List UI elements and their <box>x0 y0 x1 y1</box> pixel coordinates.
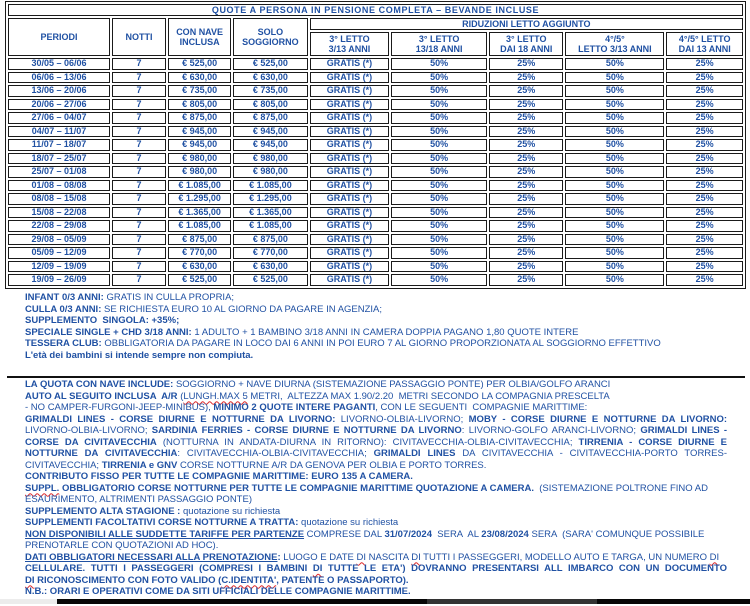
cell-notti: 7 <box>112 72 166 84</box>
note-text: TIRRENIA - CORSE DIURNE E <box>578 436 727 448</box>
note-text: NASCITA <box>365 551 412 563</box>
cell-solo-soggiorno: € 805,00 <box>233 99 307 111</box>
note-text: (NOTTURNA IN ANDATA-DIURNA IN RITORNO): CIVITAVECCHIA-OLBIA-CIVITAVECCHIA; <box>156 436 579 448</box>
note-text: DI <box>411 551 421 563</box>
cell-solo-soggiorno: € 1.365,00 <box>233 207 307 219</box>
table-row <box>8 58 743 70</box>
cell-rid-3letto-dai18: 25% <box>489 112 563 124</box>
cell-rid-4-5letto-3-13: 50% <box>565 72 664 84</box>
header-solo-line2: SOGGIORNO <box>242 37 299 47</box>
header-solo-soggiorno <box>233 18 307 56</box>
cell-solo-soggiorno: € 525,00 <box>233 58 307 70</box>
table-row <box>8 112 743 124</box>
cell-periodo: 30/05 – 06/06 <box>8 58 110 70</box>
note-line <box>25 517 727 529</box>
cell-rid-3letto-13-18: 50% <box>391 72 487 84</box>
cell-solo-soggiorno: € 945,00 <box>233 139 307 151</box>
note-text: CORSE NOTTURNE A/R DA GENOVA PER OLBIA E PORTO TORRES. <box>177 459 487 471</box>
cell-rid-4-5letto-dai13: 25% <box>666 72 743 84</box>
cell-rid-4-5letto-dai13: 25% <box>666 166 743 178</box>
table-title: QUOTE A PERSONA IN PENSIONE COMPLETA – BEVANDE INCLUSE <box>8 4 743 16</box>
cell-periodo: 08/08 – 15/08 <box>8 193 110 205</box>
cell-rid-4-5letto-dai13: 25% <box>666 153 743 165</box>
cell-solo-soggiorno: € 770,00 <box>233 247 307 259</box>
cell-rid-4-5letto-dai13: 25% <box>666 112 743 124</box>
cell-rid-4-5letto-dai13: 25% <box>666 207 743 219</box>
cell-con-nave: € 735,00 <box>168 85 231 97</box>
note-line <box>25 425 727 437</box>
note-line <box>25 391 727 403</box>
note-text: 31/07/2024 <box>384 528 432 540</box>
cell-rid-4-5letto-dai13: 25% <box>666 274 743 286</box>
cell-rid-3letto-dai18: 25% <box>489 207 563 219</box>
note-text: , CON LE SEGUENTI COMPAGNIE MARITTIME: <box>375 402 588 413</box>
note-text: (SISTEMAZIONE POLTRONE FINO AD <box>533 482 708 494</box>
note-line <box>25 563 727 575</box>
note-line <box>25 460 727 472</box>
cell-rid-3letto-dai18: 25% <box>489 58 563 70</box>
note-text: DA CIVITAVECCHIA - CIVITAVECCHIA-PORTO TORRES- <box>455 448 728 459</box>
cell-rid-4-5letto-dai13: 25% <box>666 139 743 151</box>
cell-rid-3letto-3-13: GRATIS (*) <box>310 247 390 259</box>
header-3letto-dai18-line1: 3° LETTO <box>506 33 547 44</box>
page-bottom-bar <box>0 599 750 604</box>
table-row <box>8 180 743 192</box>
note-text: CELLULARE. TUTTI I PASSEGGERI (COMPRESI I BAMBINI <box>25 563 313 574</box>
cell-rid-3letto-dai18: 25% <box>489 99 563 111</box>
cell-solo-soggiorno: € 630,00 <box>233 72 307 84</box>
note-line <box>25 350 727 362</box>
cell-rid-3letto-13-18: 50% <box>391 85 487 97</box>
header-riduzioni: RIDUZIONI LETTO AGGIUNTO <box>310 18 743 30</box>
note-line <box>25 448 727 460</box>
note-line <box>25 586 727 598</box>
table-row <box>8 207 743 219</box>
note-text: ( <box>180 390 184 402</box>
cell-notti: 7 <box>112 126 166 138</box>
note-text: 23/08/2024 <box>481 528 529 540</box>
header-3letto-13-18 <box>391 32 487 56</box>
note-line <box>25 292 727 304</box>
cell-rid-4-5letto-dai13: 25% <box>666 261 743 273</box>
header-3letto-13-18-line1: 3° LETTO <box>418 33 460 44</box>
cell-solo-soggiorno: € 735,00 <box>233 85 307 97</box>
cell-rid-4-5letto-3-13: 50% <box>565 166 664 178</box>
cell-notti: 7 <box>112 112 166 124</box>
note-text: 1 ADULTO + 1 BAMBINO 3/18 ANNI IN CAMERA DOPPIA PAGANO 1,80 QUOTE INTERE <box>191 326 579 338</box>
note-text: DI <box>25 574 35 586</box>
header-solo-line1: SOLO <box>257 26 284 37</box>
cell-rid-3letto-3-13: GRATIS (*) <box>310 126 390 138</box>
cell-rid-3letto-3-13: GRATIS (*) <box>310 153 390 165</box>
note-line <box>25 315 727 327</box>
header-3letto-dai18 <box>489 32 563 56</box>
note-text: - NO CAMPER-FURGONI-JEEP-MINIBUS), <box>25 402 214 413</box>
note-text: OBBLIGATORIO CORSE NOTTURNE PER TUTTE LE COMPAGNIE MARITTIME QUOTAZIONE A CAMERA. <box>59 482 534 494</box>
table-row <box>8 261 743 273</box>
cell-solo-soggiorno: € 945,00 <box>233 126 307 138</box>
cell-rid-3letto-13-18: 50% <box>391 166 487 178</box>
cell-rid-3letto-3-13: GRATIS (*) <box>310 72 390 84</box>
cell-solo-soggiorno: € 875,00 <box>233 112 307 124</box>
cell-notti: 7 <box>112 58 166 70</box>
cell-periodo: 27/06 – 04/07 <box>8 112 110 124</box>
note-text: : LIVORNO-GOLFO ARANCI-LIVORNO; <box>461 425 641 436</box>
table-row <box>8 99 743 111</box>
note-text: LA QUOTA CON NAVE INCLUDE: <box>25 379 174 390</box>
note-text: PRENOTARLE CON QUOTAZIONI AD HOC). <box>25 540 219 551</box>
note-line <box>25 483 727 495</box>
cell-rid-3letto-dai18: 25% <box>489 72 563 84</box>
table-row <box>8 126 743 138</box>
cell-rid-4-5letto-dai13: 25% <box>666 99 743 111</box>
cell-rid-3letto-13-18: 50% <box>391 220 487 232</box>
note-text: MINIMO 2 QUOTE INTERE PAGANTI <box>213 402 376 413</box>
note-text: SOGGIORNO + NAVE DIURNA (SISTEMAZIONE PASSAGGIO PONTE) PER OLBIA/GOLFO ARANCI <box>173 379 611 390</box>
note-line <box>25 414 727 426</box>
cell-rid-4-5letto-3-13: 50% <box>565 274 664 286</box>
cell-rid-3letto-13-18: 50% <box>391 274 487 286</box>
cell-rid-4-5letto-dai13: 25% <box>666 85 743 97</box>
note-text: LUOGO E DATE <box>280 551 357 563</box>
table-row <box>8 153 743 165</box>
cell-rid-3letto-3-13: GRATIS (*) <box>310 139 390 151</box>
cell-rid-3letto-13-18: 50% <box>391 247 487 259</box>
cell-periodo: 25/07 – 01/08 <box>8 166 110 178</box>
note-text: SE RICHIESTA EURO 10 AL GIORNO DA PAGARE IN AGENZIA; <box>101 303 383 315</box>
cell-periodo: 15/08 – 22/08 <box>8 207 110 219</box>
note-text: DI <box>709 551 720 563</box>
note-text: TIRRENIA e GNV <box>101 459 178 471</box>
cell-rid-3letto-3-13: GRATIS (*) <box>310 193 390 205</box>
cell-rid-3letto-3-13: GRATIS (*) <box>310 99 390 111</box>
note-text: TESSERA CLUB: <box>25 338 102 349</box>
note-text: GRIMALDI LINES - <box>640 425 727 436</box>
cell-notti: 7 <box>112 207 166 219</box>
cell-rid-3letto-dai18: 25% <box>489 166 563 178</box>
note-text: SPECIALE SINGLE + CHD 3/18 ANNI: <box>25 326 192 338</box>
bottom-bar-segment <box>0 599 57 604</box>
cell-rid-3letto-3-13: GRATIS (*) <box>310 112 390 124</box>
cell-rid-3letto-dai18: 25% <box>489 153 563 165</box>
note-text: : <box>277 551 281 563</box>
cell-con-nave: € 945,00 <box>168 126 231 138</box>
cell-rid-3letto-3-13: GRATIS (*) <box>310 85 390 97</box>
cell-rid-4-5letto-3-13: 50% <box>565 139 664 151</box>
bottom-bar-segment <box>597 599 750 604</box>
header-con-nave-line2: INCLUSA <box>179 37 220 47</box>
cell-rid-4-5letto-3-13: 50% <box>565 247 664 259</box>
cell-con-nave: € 1.085,00 <box>168 220 231 232</box>
note-text: COMPRESE DAL <box>304 528 385 540</box>
cell-notti: 7 <box>112 180 166 192</box>
note-text: L'età dei bambini si intende sempre non compiuta. <box>25 349 254 361</box>
note-line <box>25 506 727 518</box>
note-text: NON DISPONIBILI ALLE SUDDETTE TARIFFE PER PARTENZE <box>25 528 305 540</box>
cell-notti: 7 <box>112 166 166 178</box>
note-text: C.IDENTITA' <box>221 574 277 586</box>
cell-rid-3letto-3-13: GRATIS (*) <box>310 58 390 70</box>
note-text: TUTTE LE ETA') DOVRANNO PRESENTARSI ALL IMBARCO CON UN DOCUMENTO <box>322 563 727 574</box>
note-text: CORSE DA CIVITAVECCHIA <box>25 436 157 448</box>
cell-rid-3letto-13-18: 50% <box>391 139 487 151</box>
note-text: , PATENTE O PASSAPORTO). <box>276 574 409 586</box>
header-3letto-3-13-line2: 3/13 ANNI <box>328 44 371 54</box>
cell-con-nave: € 980,00 <box>168 166 231 178</box>
section-divider <box>7 376 745 378</box>
cell-notti: 7 <box>112 99 166 111</box>
header-4-5letto-3-13-line1: 4°/5° <box>605 33 625 44</box>
table-title-row <box>8 4 743 16</box>
cell-con-nave: € 525,00 <box>168 58 231 70</box>
cell-rid-3letto-3-13: GRATIS (*) <box>310 220 390 232</box>
cell-con-nave: € 1.365,00 <box>168 207 231 219</box>
cell-rid-4-5letto-3-13: 50% <box>565 126 664 138</box>
table-row <box>8 274 743 286</box>
note-text: TUTTI I PASSEGGERI, MODELLO AUTO E TARGA, UN NUMERO <box>420 551 710 563</box>
cell-notti: 7 <box>112 85 166 97</box>
cell-rid-3letto-13-18: 50% <box>391 126 487 138</box>
cell-periodo: 18/07 – 25/07 <box>8 153 110 165</box>
cell-rid-3letto-13-18: 50% <box>391 193 487 205</box>
cell-con-nave: € 875,00 <box>168 112 231 124</box>
cell-rid-3letto-dai18: 25% <box>489 193 563 205</box>
cell-periodo: 12/09 – 19/09 <box>8 261 110 273</box>
note-text: SERA AL <box>432 528 482 540</box>
note-text: : CIVITAVECCHIA-OLBIA-CIVITAVECCHIA; <box>177 448 374 459</box>
note-text: RICONOSCIMENTO CON FOTO VALIDO ( <box>34 574 222 586</box>
header-con-nave <box>168 18 231 56</box>
cell-rid-3letto-dai18: 25% <box>489 85 563 97</box>
cell-rid-3letto-3-13: GRATIS (*) <box>310 274 390 286</box>
note-line <box>25 437 727 449</box>
cell-con-nave: € 1.295,00 <box>168 193 231 205</box>
cell-rid-4-5letto-3-13: 50% <box>565 207 664 219</box>
cell-rid-3letto-dai18: 25% <box>489 220 563 232</box>
note-line <box>25 540 727 552</box>
note-text: METRI, ALTEZZA MAX 1.90/2.20 METRI SECONDO LA COMPAGNIA PRESCELTA <box>247 390 610 402</box>
cell-rid-4-5letto-3-13: 50% <box>565 99 664 111</box>
cell-rid-4-5letto-3-13: 50% <box>565 112 664 124</box>
cell-rid-3letto-3-13: GRATIS (*) <box>310 166 390 178</box>
cell-solo-soggiorno: € 630,00 <box>233 261 307 273</box>
header-3letto-13-18-line2: 13/18 ANNI <box>415 44 463 54</box>
cell-rid-4-5letto-3-13: 50% <box>565 261 664 273</box>
cell-periodo: 20/06 – 27/06 <box>8 99 110 111</box>
note-text: DI <box>356 551 366 563</box>
note-text: CONTRIBUTO FISSO PER TUTTE LE COMPAGNIE MARITTIME: EURO 135 A CAMERA. <box>25 471 413 482</box>
cell-notti: 7 <box>112 234 166 246</box>
header-4-5letto-3-13 <box>565 32 664 56</box>
note-text: NOTTURNE DA CIVITAVECCHIA <box>25 448 178 459</box>
table-row <box>8 234 743 246</box>
note-text: CIVITAVECCHIA; <box>25 459 102 471</box>
header-con-nave-line1: CON NAVE <box>176 26 224 37</box>
note-text: DI <box>312 563 323 574</box>
cell-con-nave: € 630,00 <box>168 261 231 273</box>
cell-rid-3letto-dai18: 25% <box>489 274 563 286</box>
cell-rid-4-5letto-dai13: 25% <box>666 180 743 192</box>
cell-con-nave: € 770,00 <box>168 247 231 259</box>
cell-rid-3letto-3-13: GRATIS (*) <box>310 207 390 219</box>
cell-notti: 7 <box>112 247 166 259</box>
header-3letto-dai18-line2: DAI 18 ANNI <box>500 44 553 54</box>
header-notti: NOTTI <box>112 18 166 56</box>
note-text: AUTO AL SEGUITO INCLUSA A/R <box>25 390 181 402</box>
cell-con-nave: € 1.085,00 <box>168 180 231 192</box>
cell-periodo: 19/09 – 26/09 <box>8 274 110 286</box>
note-text: LUNGH.MAX 5 <box>183 390 248 402</box>
cell-notti: 7 <box>112 139 166 151</box>
cell-solo-soggiorno: € 1.085,00 <box>233 220 307 232</box>
note-text: GRIMALDI LINES <box>373 448 456 459</box>
note-line <box>25 402 727 414</box>
note-text: SUPPLEMENTI FACOLTATIVI CORSE NOTTURNE A TRATTA: <box>25 517 299 528</box>
note-text: SUPPLEMENTO SINGOLA: +35%; <box>25 315 180 326</box>
header-4-5letto-dai13-line1: 4°/5° LETTO <box>678 33 731 44</box>
cell-solo-soggiorno: € 1.085,00 <box>233 180 307 192</box>
cell-con-nave: € 875,00 <box>168 234 231 246</box>
cell-notti: 7 <box>112 153 166 165</box>
note-line <box>25 552 727 564</box>
cell-rid-3letto-3-13: GRATIS (*) <box>310 180 390 192</box>
table-row <box>8 247 743 259</box>
cell-con-nave: € 945,00 <box>168 139 231 151</box>
note-line <box>25 471 727 483</box>
cell-rid-3letto-13-18: 50% <box>391 99 487 111</box>
note-text: CULLA 0/3 ANNI: <box>25 303 102 315</box>
cell-periodo: 11/07 – 18/07 <box>8 139 110 151</box>
cell-rid-4-5letto-dai13: 25% <box>666 58 743 70</box>
bottom-bar-segment <box>57 599 427 604</box>
cell-solo-soggiorno: € 980,00 <box>233 153 307 165</box>
cell-rid-4-5letto-3-13: 50% <box>565 153 664 165</box>
notes-general <box>25 292 727 361</box>
cell-rid-3letto-13-18: 50% <box>391 234 487 246</box>
table-row <box>8 72 743 84</box>
cell-solo-soggiorno: € 1.295,00 <box>233 193 307 205</box>
note-line <box>25 529 727 541</box>
cell-periodo: 06/06 – 13/06 <box>8 72 110 84</box>
table-row <box>8 85 743 97</box>
note-line <box>25 327 727 339</box>
cell-con-nave: € 525,00 <box>168 274 231 286</box>
note-text: GRIMALDI LINES - CORSE DIURNE E NOTTURNE DA LIVORNO: <box>25 413 336 425</box>
note-text: quotazione su richiesta <box>298 517 399 528</box>
cell-con-nave: € 630,00 <box>168 72 231 84</box>
cell-rid-3letto-dai18: 25% <box>489 180 563 192</box>
cell-solo-soggiorno: € 525,00 <box>233 274 307 286</box>
cell-con-nave: € 980,00 <box>168 153 231 165</box>
note-text: LIVORNO-OLBIA-LIVORNO; <box>25 425 152 436</box>
cell-rid-4-5letto-3-13: 50% <box>565 85 664 97</box>
note-text: quotazione su richiesta <box>180 505 281 517</box>
note-text: N.B.: ORARI E OPERATIVI COME DA SITI UFFICIALI DELLE COMPAGNIE MARITTIME. <box>25 586 411 597</box>
note-line <box>25 494 727 506</box>
cell-rid-3letto-3-13: GRATIS (*) <box>310 234 390 246</box>
cell-periodo: 01/08 – 08/08 <box>8 180 110 192</box>
price-table <box>5 1 746 289</box>
cell-rid-4-5letto-3-13: 50% <box>565 180 664 192</box>
cell-rid-4-5letto-3-13: 50% <box>565 220 664 232</box>
cell-rid-3letto-3-13: GRATIS (*) <box>310 261 390 273</box>
table-row <box>8 139 743 151</box>
notes-ship <box>25 379 727 598</box>
cell-notti: 7 <box>112 220 166 232</box>
cell-periodo: 22/08 – 29/08 <box>8 220 110 232</box>
cell-rid-3letto-13-18: 50% <box>391 112 487 124</box>
note-text: LIVORNO-OLBIA-LIVORNO; <box>335 413 469 425</box>
cell-rid-4-5letto-3-13: 50% <box>565 193 664 205</box>
header-periodi: PERIODI <box>8 18 110 56</box>
cell-notti: 7 <box>112 193 166 205</box>
header-4-5letto-3-13-line2: LETTO 3/13 ANNI <box>578 44 652 54</box>
cell-rid-3letto-dai18: 25% <box>489 234 563 246</box>
note-text: SUPPLEMENTO ALTA STAGIONE : <box>25 505 181 517</box>
header-4-5letto-dai13-line2: DAI 13 ANNI <box>678 44 731 54</box>
note-text: SARDINIA FERRIES - CORSE DIURNE E NOTTURNE DA LIVORNO <box>151 425 462 436</box>
cell-rid-3letto-13-18: 50% <box>391 58 487 70</box>
table-row <box>8 193 743 205</box>
cell-rid-4-5letto-dai13: 25% <box>666 193 743 205</box>
cell-notti: 7 <box>112 261 166 273</box>
cell-notti: 7 <box>112 274 166 286</box>
header-4-5letto-dai13 <box>666 32 743 56</box>
note-line <box>25 338 727 350</box>
table-row <box>8 220 743 232</box>
note-line <box>25 304 727 316</box>
cell-rid-4-5letto-dai13: 25% <box>666 126 743 138</box>
cell-rid-3letto-13-18: 50% <box>391 180 487 192</box>
cell-rid-4-5letto-3-13: 50% <box>565 58 664 70</box>
cell-periodo: 29/08 – 05/09 <box>8 234 110 246</box>
cell-rid-3letto-dai18: 25% <box>489 139 563 151</box>
cell-rid-3letto-dai18: 25% <box>489 247 563 259</box>
cell-periodo: 13/06 – 20/06 <box>8 85 110 97</box>
note-text: SUPPL. <box>25 482 60 494</box>
header-3letto-3-13 <box>310 32 390 56</box>
cell-periodo: 04/07 – 11/07 <box>8 126 110 138</box>
table-row <box>8 166 743 178</box>
cell-rid-4-5letto-3-13: 50% <box>565 234 664 246</box>
note-text: MOBY - CORSE DIURNE E NOTTURNE DA LIVORNO: <box>468 413 728 425</box>
note-line <box>25 379 727 391</box>
cell-periodo: 05/09 – 12/09 <box>8 247 110 259</box>
cell-rid-4-5letto-dai13: 25% <box>666 247 743 259</box>
cell-rid-4-5letto-dai13: 25% <box>666 220 743 232</box>
cell-rid-3letto-13-18: 50% <box>391 153 487 165</box>
cell-rid-4-5letto-dai13: 25% <box>666 234 743 246</box>
table-header-row-1 <box>8 18 743 30</box>
note-text: ESAURIMENTO, ALTRIMENTI PASSAGGIO PONTE) <box>25 494 252 505</box>
cell-rid-3letto-13-18: 50% <box>391 261 487 273</box>
cell-solo-soggiorno: € 980,00 <box>233 166 307 178</box>
note-text: OBBLIGATORIA DA PAGARE IN LOCO DAI 6 ANNI IN POI EURO 7 AL GIORNO PROPORZIONATA AL SOGGIORNO EFFETTIVO <box>101 338 661 349</box>
cell-solo-soggiorno: € 875,00 <box>233 234 307 246</box>
note-text: SERA (SARA' COMUNQUE POSSIBILE <box>528 528 705 540</box>
note-text: DATI OBBLIGATORI NECESSARI ALLA PRENOTAZIONE <box>25 551 278 563</box>
note-line <box>25 575 727 587</box>
note-text: GRATIS IN CULLA PROPRIA; <box>103 292 235 303</box>
bottom-bar-segment <box>427 599 597 604</box>
cell-rid-3letto-dai18: 25% <box>489 126 563 138</box>
cell-rid-3letto-13-18: 50% <box>391 207 487 219</box>
cell-rid-3letto-dai18: 25% <box>489 261 563 273</box>
cell-con-nave: € 805,00 <box>168 99 231 111</box>
header-3letto-3-13-line1: 3° LETTO <box>329 33 370 44</box>
note-text: INFANT 0/3 ANNI: <box>25 292 104 303</box>
